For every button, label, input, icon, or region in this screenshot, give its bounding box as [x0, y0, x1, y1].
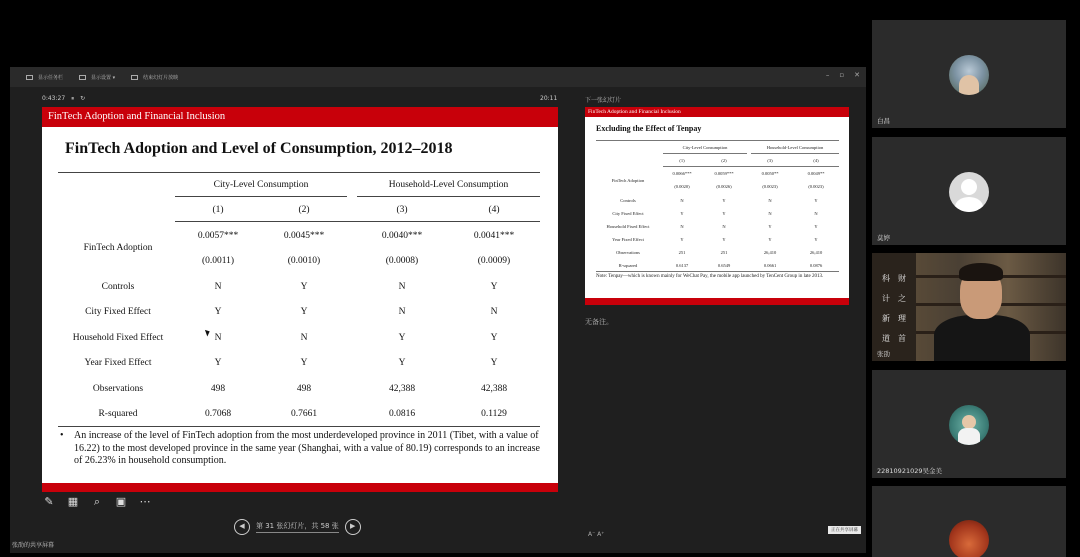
close-icon[interactable]: ✕: [854, 71, 860, 79]
thumb-col-num: (4): [813, 158, 819, 163]
thumb-bottom-rule: [596, 271, 839, 272]
speaker-body: [934, 315, 1030, 361]
table-cell: N: [490, 307, 498, 317]
row-label: Year Fixed Effect: [84, 358, 152, 368]
std-error: (0.0010): [287, 256, 321, 266]
table-cell: Y: [300, 358, 308, 368]
next-slide-button[interactable]: ▶: [345, 519, 361, 535]
window-controls: [826, 71, 860, 79]
screen-share-badge: 正在共享屏幕: [828, 526, 861, 534]
table-cell: 0.7068: [204, 409, 232, 419]
thumb-cell: Y: [722, 198, 726, 203]
row-label: Controls: [101, 282, 135, 292]
thumb-cell: Y: [768, 237, 772, 242]
slide-header-band: FinTech Adoption and Financial Inclusion: [42, 107, 558, 127]
zoom-icon[interactable]: ⌕: [93, 495, 101, 508]
thumb-cell: 0.0876: [809, 263, 823, 268]
table-cell: N: [214, 282, 222, 292]
table-cell: Y: [490, 358, 498, 368]
group-header-city: City-Level Consumption: [213, 180, 309, 190]
display-settings-button[interactable]: 显示设置 ▾: [79, 74, 115, 81]
table-cell: Y: [490, 282, 498, 292]
table-cell: N: [214, 333, 222, 343]
thumb-title: Excluding the Effect of Tenpay: [596, 124, 702, 133]
participant-tile[interactable]: [872, 370, 1066, 478]
minimize-icon[interactable]: –: [825, 71, 830, 79]
monitor-icon: [79, 75, 86, 80]
thumb-cell: N: [768, 211, 772, 216]
speaker-hair: [959, 263, 1003, 281]
thumb-row-label: Controls: [620, 198, 636, 203]
pause-icon[interactable]: ⏸: [71, 95, 75, 102]
thumb-cell: (0.0023): [762, 184, 778, 189]
table-cell: 0.0057***: [197, 231, 239, 241]
thumb-row-label: FinTech Adoption: [611, 178, 645, 183]
thumb-cell: N: [722, 224, 726, 229]
header-rule: [175, 221, 540, 222]
group-rule-city: [175, 196, 347, 197]
group-rule-household: [357, 196, 540, 197]
thumb-cell: 0.0050**: [761, 171, 779, 176]
thumb-cell: Y: [680, 237, 684, 242]
table-cell: 0.1129: [481, 409, 507, 419]
table-cell: N: [398, 307, 406, 317]
next-slide-label: 下一张幻灯片: [585, 97, 622, 104]
col-num: (2): [298, 205, 310, 215]
table-cell: 0.0041***: [473, 231, 515, 241]
shared-screen-owner: 张劭的共享屏幕: [12, 542, 55, 549]
thumb-header-rule: [663, 166, 839, 167]
avatar: [949, 172, 989, 212]
table-cell: 0.7661: [290, 409, 318, 419]
thumb-cell: 0.6549: [717, 263, 731, 268]
thumb-cell: 26,410: [763, 250, 777, 255]
thumb-row-label: Year Fixed Effect: [612, 237, 644, 242]
presenter-toolbar: [10, 67, 866, 87]
thumb-cell: N: [814, 211, 818, 216]
std-error: (0.0008): [385, 256, 419, 266]
std-error: (0.0011): [201, 256, 235, 266]
thumb-cell: Y: [680, 211, 684, 216]
thumb-cell: N: [680, 224, 684, 229]
thumb-top-rule: [596, 140, 839, 141]
thumb-cell: (0.0023): [808, 184, 824, 189]
end-slideshow-button[interactable]: 结束幻灯片放映: [131, 74, 178, 81]
participant-name: 22810921029吴金美: [877, 467, 942, 475]
presenter-tools: [42, 495, 152, 509]
table-cell: 498: [210, 384, 226, 394]
see-all-slides-icon[interactable]: ▦: [67, 495, 79, 508]
participant-tile[interactable]: [872, 486, 1066, 557]
thumb-cell: 0.0059***: [714, 171, 734, 176]
avatar: [949, 520, 989, 557]
table-cell: 498: [296, 384, 312, 394]
table-cell: Y: [398, 333, 406, 343]
thumb-cell: Y: [814, 224, 818, 229]
participant-name: 张劭: [877, 350, 890, 358]
thumb-group-header: Household-Level Consumption: [766, 145, 824, 150]
col-num: (4): [488, 205, 500, 215]
thumb-col-num: (3): [767, 158, 773, 163]
thumb-cell: Y: [768, 224, 772, 229]
table-cell: 0.0045***: [283, 231, 325, 241]
thumb-cell: (0.0026): [716, 184, 732, 189]
thumb-group-rule: [751, 153, 839, 154]
thumb-row-label: City Fixed Effect: [612, 211, 644, 216]
current-slide: [42, 107, 558, 492]
table-cell: 42,388: [388, 384, 416, 394]
thumb-cell: 251: [678, 250, 686, 255]
table-cell: 42,388: [480, 384, 508, 394]
avatar: [949, 405, 989, 445]
table-cell: Y: [398, 358, 406, 368]
next-slide-preview[interactable]: [585, 107, 849, 305]
thumb-cell: Y: [722, 211, 726, 216]
participant-name: 莫婷: [877, 234, 890, 242]
notes-font-size-controls[interactable]: A⁻ A⁺: [588, 531, 605, 538]
slide-counter: 第 31 张幻灯片，共 58 张: [256, 521, 339, 533]
row-label: Household Fixed Effect: [72, 333, 164, 343]
thumb-cell: N: [768, 198, 772, 203]
elapsed-timer: 0:43:27 ⏸ ↻: [42, 95, 86, 102]
participant-video-tile[interactable]: [872, 253, 1066, 361]
table-cell: Y: [300, 282, 308, 292]
table-cell: Y: [214, 358, 222, 368]
speaker-notes: 无备注。: [585, 318, 613, 326]
thumb-cell: 26,410: [809, 250, 823, 255]
row-label: FinTech Adoption: [83, 243, 153, 253]
taskbar-icon: [26, 75, 33, 80]
presenter-view: [10, 67, 866, 553]
thumb-cell: 0.0049**: [807, 171, 825, 176]
end-show-icon: [131, 75, 138, 80]
row-label: R-squared: [98, 409, 138, 419]
table-bottom-rule: [58, 426, 540, 427]
table-cell: N: [398, 282, 406, 292]
thumb-cell: 251: [720, 250, 728, 255]
black-screen-icon[interactable]: ▣: [115, 495, 127, 508]
thumb-note: Note: Tenpay—which is known mainly for WeChat Pay, the mobile app launched by TenCent Group in late 2013.: [596, 274, 824, 279]
avatar: [949, 55, 989, 95]
thumb-col-num: (1): [679, 158, 685, 163]
col-num: (3): [396, 205, 408, 215]
thumb-group-rule: [663, 153, 747, 154]
participant-tile[interactable]: [872, 20, 1066, 128]
thumb-cell: Y: [814, 198, 818, 203]
col-num: (1): [212, 205, 224, 215]
slide-note: • An increase of the level of FinTech adoption from the most underdeveloped province in 2011 (Tibet, with a value of 16.22) to the most developed province in the same year (Shanghai, with a value of 80.19) corresponds to an increase of 26.23% in household consumption.: [58, 430, 548, 468]
participant-tile[interactable]: [872, 137, 1066, 245]
thumb-col-num: (2): [721, 158, 727, 163]
speaker-video: 科 财 计 之 新 理 道 首: [872, 253, 1066, 361]
row-label: City Fixed Effect: [85, 307, 151, 317]
thumb-group-header: City-Level Consumption: [682, 145, 728, 150]
thumb-footer-band: [585, 298, 849, 305]
table-cell: Y: [300, 307, 308, 317]
thumb-cell: Y: [814, 237, 818, 242]
slide-footer-band: [42, 483, 558, 492]
table-cell: 0.0040***: [381, 231, 423, 241]
table-cell: Y: [490, 333, 498, 343]
thumb-row-label: Household Fixed Effect: [606, 224, 650, 229]
thumb-cell: 0.6137: [675, 263, 689, 268]
row-label: Observations: [92, 384, 144, 394]
table-top-rule: [58, 172, 540, 173]
pen-icon[interactable]: ✎: [44, 495, 54, 508]
thumb-row-label: R-squared: [618, 263, 638, 268]
thumb-cell: Y: [722, 237, 726, 242]
show-taskbar-button[interactable]: 显示任务栏: [26, 74, 63, 81]
thumb-cell: 0.0661: [763, 263, 777, 268]
table-cell: Y: [214, 307, 222, 317]
table-cell: N: [300, 333, 308, 343]
participant-name: 白昌: [877, 117, 890, 125]
thumb-cell: N: [680, 198, 684, 203]
current-time: 20:11: [540, 95, 558, 102]
thumb-row-label: Observations: [616, 250, 640, 255]
restore-icon[interactable]: ▫: [839, 71, 845, 79]
banner: [872, 253, 916, 361]
std-error: (0.0009): [477, 256, 511, 266]
slide-pager: [234, 519, 361, 535]
group-header-household: Household-Level Consumption: [388, 180, 509, 190]
thumb-cell: 0.0066***: [672, 171, 692, 176]
reset-timer-icon[interactable]: ↻: [80, 95, 86, 102]
thumb-header-band: FinTech Adoption and Financial Inclusion: [585, 107, 849, 117]
more-options-icon[interactable]: ⋯: [139, 495, 151, 508]
table-cell: 0.0816: [388, 409, 416, 419]
slide-title: FinTech Adoption and Level of Consumption, 2012–2018: [65, 140, 453, 157]
previous-slide-button[interactable]: ◀: [234, 519, 250, 535]
thumb-cell: (0.0020): [674, 184, 690, 189]
